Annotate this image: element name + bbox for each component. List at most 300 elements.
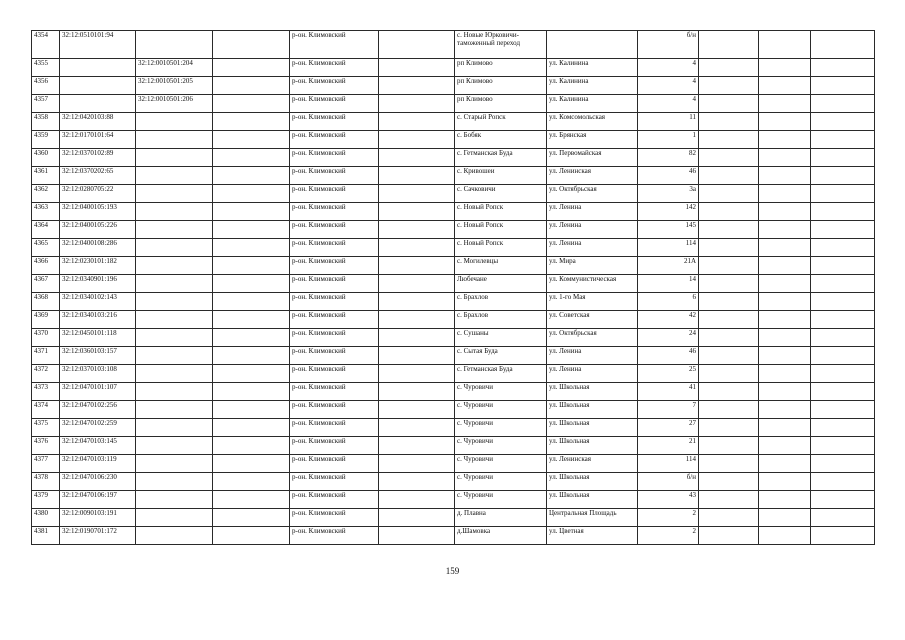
- cell-empty: [699, 347, 759, 365]
- cell-row-number: 4363: [32, 203, 60, 221]
- cell-cadastral-number: 32:12:0090103:191: [60, 509, 136, 527]
- cell-empty: [811, 329, 875, 347]
- cell-district: р-он. Климовский: [290, 491, 379, 509]
- cell-cadastral-number-alt: [136, 455, 213, 473]
- cell-house-number: 114: [638, 455, 699, 473]
- cell-locality: с. Чуровичи: [455, 455, 547, 473]
- table-row: [32, 257, 875, 275]
- cell-row-number: 4360: [32, 149, 60, 167]
- cell-row-number: 4358: [32, 113, 60, 131]
- cell-empty: [759, 185, 811, 203]
- cell-district: р-он. Климовский: [290, 203, 379, 221]
- cell-empty: [811, 59, 875, 77]
- table-row: [32, 365, 875, 383]
- cell-house-number: 142: [638, 203, 699, 221]
- cell-empty: [699, 293, 759, 311]
- cell-empty: [699, 185, 759, 203]
- cell-empty: [699, 527, 759, 545]
- cell-empty: [759, 59, 811, 77]
- cell-empty: [759, 131, 811, 149]
- cell-empty: [811, 527, 875, 545]
- cell-cadastral-number: 32:12:0400108:286: [60, 239, 136, 257]
- cell-cadastral-number: 32:12:0420103:88: [60, 113, 136, 131]
- cell-row-number: 4373: [32, 383, 60, 401]
- cell-locality: с. Новый Ропск: [455, 203, 547, 221]
- cell-district: р-он. Климовский: [290, 131, 379, 149]
- cell-cadastral-number: 32:12:0280705:22: [60, 185, 136, 203]
- cell-empty: [379, 491, 455, 509]
- cell-row-number: 4368: [32, 293, 60, 311]
- cell-locality: рп Климово: [455, 59, 547, 77]
- cell-empty: [699, 437, 759, 455]
- cell-locality: с. Старый Ропск: [455, 113, 547, 131]
- cell-cadastral-number-alt: [136, 167, 213, 185]
- cell-empty: [379, 31, 455, 59]
- cell-empty: [811, 275, 875, 293]
- cell-empty: [699, 365, 759, 383]
- cell-cadastral-number: 32:12:0470106:230: [60, 473, 136, 491]
- cell-empty: [379, 113, 455, 131]
- cell-cadastral-number-alt: [136, 383, 213, 401]
- cell-empty: [213, 149, 290, 167]
- cell-house-number: 145: [638, 221, 699, 239]
- cell-cadastral-number: 32:12:0450101:118: [60, 329, 136, 347]
- cell-street: ул. Школьная: [547, 419, 638, 437]
- cell-locality: с. Сачковичи: [455, 185, 547, 203]
- cell-cadastral-number-alt: [136, 419, 213, 437]
- cell-district: р-он. Климовский: [290, 473, 379, 491]
- cell-street: ул. Школьная: [547, 491, 638, 509]
- cell-cadastral-number: 32:12:0190701:172: [60, 527, 136, 545]
- cell-empty: [213, 311, 290, 329]
- cell-empty: [759, 455, 811, 473]
- cell-row-number: 4378: [32, 473, 60, 491]
- cell-empty: [699, 473, 759, 491]
- cell-row-number: 4380: [32, 509, 60, 527]
- cell-street: ул. 1-го Мая: [547, 293, 638, 311]
- cell-empty: [699, 329, 759, 347]
- cell-cadastral-number-alt: [136, 275, 213, 293]
- cell-empty: [379, 311, 455, 329]
- cell-district: р-он. Климовский: [290, 437, 379, 455]
- table-row: [32, 113, 875, 131]
- cell-cadastral-number-alt: [136, 293, 213, 311]
- cell-district: р-он. Климовский: [290, 95, 379, 113]
- table-row: [32, 419, 875, 437]
- cell-empty: [759, 419, 811, 437]
- cell-empty: [811, 455, 875, 473]
- cell-cadastral-number-alt: [136, 149, 213, 167]
- cell-empty: [213, 383, 290, 401]
- cell-cadastral-number: 32:12:0360103:157: [60, 347, 136, 365]
- cell-house-number: 82: [638, 149, 699, 167]
- cell-street: [547, 31, 638, 59]
- table-row: [32, 131, 875, 149]
- cell-empty: [699, 455, 759, 473]
- table-row: [32, 437, 875, 455]
- cell-house-number: 25: [638, 365, 699, 383]
- cell-house-number: 14: [638, 275, 699, 293]
- cell-empty: [213, 275, 290, 293]
- cell-empty: [699, 77, 759, 95]
- cell-row-number: 4354: [32, 31, 60, 59]
- cell-cadastral-number-alt: [136, 473, 213, 491]
- cell-empty: [759, 167, 811, 185]
- cell-street: ул. Калинина: [547, 77, 638, 95]
- cell-empty: [759, 293, 811, 311]
- cell-empty: [811, 473, 875, 491]
- cell-locality: с. Сушаны: [455, 329, 547, 347]
- cell-empty: [379, 347, 455, 365]
- cell-empty: [759, 329, 811, 347]
- cell-empty: [379, 149, 455, 167]
- cell-cadastral-number-alt: [136, 203, 213, 221]
- cell-empty: [699, 419, 759, 437]
- cell-locality: с. Чуровичи: [455, 437, 547, 455]
- cell-locality: с. Новые Юрковичи-таможенный переход: [455, 31, 547, 59]
- cell-locality: с. Бобяк: [455, 131, 547, 149]
- cell-row-number: 4366: [32, 257, 60, 275]
- cell-house-number: 4: [638, 59, 699, 77]
- cell-street: ул. Цветная: [547, 527, 638, 545]
- cell-locality: с. Чуровичи: [455, 491, 547, 509]
- cell-house-number: б/н: [638, 31, 699, 59]
- cell-row-number: 4367: [32, 275, 60, 293]
- cell-district: р-он. Климовский: [290, 329, 379, 347]
- cell-house-number: 43: [638, 491, 699, 509]
- cell-row-number: 4370: [32, 329, 60, 347]
- cell-empty: [379, 167, 455, 185]
- table-row: [32, 31, 875, 59]
- property-registry-table: [31, 30, 875, 545]
- table-row: [32, 383, 875, 401]
- cell-district: р-он. Климовский: [290, 275, 379, 293]
- cell-row-number: 4369: [32, 311, 60, 329]
- cell-cadastral-number: [60, 59, 136, 77]
- cell-cadastral-number-alt: [136, 113, 213, 131]
- cell-cadastral-number: 32:12:0470102:259: [60, 419, 136, 437]
- cell-house-number: 41: [638, 383, 699, 401]
- cell-empty: [759, 221, 811, 239]
- cell-empty: [213, 77, 290, 95]
- cell-row-number: 4365: [32, 239, 60, 257]
- cell-empty: [379, 509, 455, 527]
- cell-empty: [213, 185, 290, 203]
- cell-district: р-он. Климовский: [290, 221, 379, 239]
- cell-street: ул. Комсомольская: [547, 113, 638, 131]
- cell-locality: д. Плавна: [455, 509, 547, 527]
- cell-street: ул. Советская: [547, 311, 638, 329]
- cell-cadastral-number-alt: 32:12:0010501:206: [136, 95, 213, 113]
- cell-locality: с. Чуровичи: [455, 383, 547, 401]
- cell-empty: [213, 257, 290, 275]
- cell-cadastral-number: [60, 95, 136, 113]
- cell-empty: [379, 329, 455, 347]
- cell-district: р-он. Климовский: [290, 293, 379, 311]
- cell-cadastral-number-alt: [136, 365, 213, 383]
- cell-empty: [213, 491, 290, 509]
- cell-row-number: 4356: [32, 77, 60, 95]
- table-row: [32, 491, 875, 509]
- cell-locality: с. Сытая Буда: [455, 347, 547, 365]
- cell-empty: [811, 437, 875, 455]
- cell-house-number: 21: [638, 437, 699, 455]
- cell-empty: [379, 365, 455, 383]
- cell-empty: [811, 383, 875, 401]
- cell-empty: [759, 401, 811, 419]
- cell-empty: [699, 383, 759, 401]
- cell-empty: [811, 167, 875, 185]
- cell-district: р-он. Климовский: [290, 185, 379, 203]
- cell-house-number: 2: [638, 509, 699, 527]
- cell-empty: [379, 221, 455, 239]
- cell-empty: [699, 59, 759, 77]
- cell-empty: [759, 257, 811, 275]
- table-row: [32, 527, 875, 545]
- cell-empty: [811, 239, 875, 257]
- cell-empty: [213, 473, 290, 491]
- cell-empty: [213, 347, 290, 365]
- cell-house-number: 1: [638, 131, 699, 149]
- cell-street: ул. Ленинская: [547, 167, 638, 185]
- cell-locality: с. Чуровичи: [455, 401, 547, 419]
- cell-cadastral-number-alt: [136, 491, 213, 509]
- cell-locality: д.Шамовка: [455, 527, 547, 545]
- cell-house-number: 46: [638, 167, 699, 185]
- cell-row-number: 4377: [32, 455, 60, 473]
- cell-empty: [379, 293, 455, 311]
- cell-empty: [379, 455, 455, 473]
- cell-empty: [759, 275, 811, 293]
- cell-cadastral-number-alt: [136, 347, 213, 365]
- cell-cadastral-number-alt: [136, 509, 213, 527]
- cell-house-number: 114: [638, 239, 699, 257]
- cell-empty: [379, 437, 455, 455]
- cell-empty: [213, 419, 290, 437]
- cell-house-number: 3а: [638, 185, 699, 203]
- cell-empty: [811, 311, 875, 329]
- table-row: [32, 275, 875, 293]
- cell-district: р-он. Климовский: [290, 59, 379, 77]
- cell-empty: [379, 203, 455, 221]
- table-row: [32, 167, 875, 185]
- cell-empty: [759, 509, 811, 527]
- cell-cadastral-number: 32:12:0370102:89: [60, 149, 136, 167]
- cell-empty: [213, 59, 290, 77]
- cell-house-number: 42: [638, 311, 699, 329]
- table-row: [32, 473, 875, 491]
- cell-locality: с. Могилевцы: [455, 257, 547, 275]
- cell-street: ул. Калинина: [547, 59, 638, 77]
- cell-empty: [379, 527, 455, 545]
- cell-locality: с. Гетманская Буда: [455, 365, 547, 383]
- cell-street: ул. Мира: [547, 257, 638, 275]
- cell-street: ул. Школьная: [547, 401, 638, 419]
- cell-cadastral-number: 32:12:0340102:143: [60, 293, 136, 311]
- cell-cadastral-number: 32:12:0400105:193: [60, 203, 136, 221]
- cell-empty: [759, 473, 811, 491]
- cell-district: р-он. Климовский: [290, 311, 379, 329]
- cell-empty: [379, 473, 455, 491]
- cell-house-number: 24: [638, 329, 699, 347]
- cell-district: р-он. Климовский: [290, 77, 379, 95]
- cell-empty: [811, 203, 875, 221]
- cell-empty: [759, 113, 811, 131]
- cell-empty: [699, 95, 759, 113]
- cell-row-number: 4371: [32, 347, 60, 365]
- cell-empty: [699, 113, 759, 131]
- cell-cadastral-number-alt: [136, 329, 213, 347]
- cell-row-number: 4375: [32, 419, 60, 437]
- cell-locality: рп Климово: [455, 95, 547, 113]
- cell-empty: [699, 491, 759, 509]
- cell-empty: [811, 31, 875, 59]
- table-row: [32, 509, 875, 527]
- cell-cadastral-number-alt: [136, 257, 213, 275]
- cell-house-number: 4: [638, 95, 699, 113]
- cell-house-number: 7: [638, 401, 699, 419]
- cell-cadastral-number-alt: [136, 401, 213, 419]
- cell-locality: с. Чуровичи: [455, 419, 547, 437]
- cell-empty: [811, 149, 875, 167]
- cell-house-number: б/н: [638, 473, 699, 491]
- cell-cadastral-number-alt: [136, 31, 213, 59]
- cell-district: р-он. Климовский: [290, 527, 379, 545]
- registry-table-body: [32, 31, 875, 545]
- cell-cadastral-number-alt: [136, 239, 213, 257]
- table-row: [32, 239, 875, 257]
- cell-locality: с. Новый Ропск: [455, 221, 547, 239]
- cell-district: р-он. Климовский: [290, 365, 379, 383]
- cell-cadastral-number: 32:12:0470106:197: [60, 491, 136, 509]
- cell-cadastral-number-alt: [136, 185, 213, 203]
- cell-district: р-он. Климовский: [290, 239, 379, 257]
- cell-empty: [213, 113, 290, 131]
- cell-empty: [213, 437, 290, 455]
- cell-empty: [699, 401, 759, 419]
- cell-street: ул. Ленина: [547, 239, 638, 257]
- cell-street: ул. Октябрьская: [547, 329, 638, 347]
- cell-empty: [379, 257, 455, 275]
- cell-cadastral-number: 32:12:0470102:256: [60, 401, 136, 419]
- cell-cadastral-number-alt: [136, 131, 213, 149]
- table-row: [32, 455, 875, 473]
- cell-street: ул. Школьная: [547, 473, 638, 491]
- cell-empty: [759, 527, 811, 545]
- cell-cadastral-number: [60, 77, 136, 95]
- cell-district: р-он. Климовский: [290, 113, 379, 131]
- cell-street: Центральная Площадь: [547, 509, 638, 527]
- cell-empty: [699, 509, 759, 527]
- cell-row-number: 4374: [32, 401, 60, 419]
- cell-cadastral-number-alt: 32:12:0010501:204: [136, 59, 213, 77]
- cell-street: ул. Ленина: [547, 221, 638, 239]
- cell-empty: [759, 203, 811, 221]
- cell-empty: [699, 275, 759, 293]
- cell-district: р-он. Климовский: [290, 347, 379, 365]
- cell-street: ул. Брянская: [547, 131, 638, 149]
- cell-empty: [759, 95, 811, 113]
- cell-district: р-он. Климовский: [290, 401, 379, 419]
- cell-empty: [811, 131, 875, 149]
- cell-empty: [699, 131, 759, 149]
- table-row: [32, 221, 875, 239]
- cell-cadastral-number: 32:12:0340103:216: [60, 311, 136, 329]
- cell-locality: с. Брахлов: [455, 293, 547, 311]
- cell-empty: [379, 419, 455, 437]
- cell-empty: [759, 383, 811, 401]
- cell-empty: [759, 311, 811, 329]
- cell-empty: [759, 239, 811, 257]
- cell-row-number: 4364: [32, 221, 60, 239]
- table-row: [32, 347, 875, 365]
- cell-street: ул. Ленина: [547, 203, 638, 221]
- cell-empty: [213, 401, 290, 419]
- cell-empty: [811, 365, 875, 383]
- cell-locality: с. Брахлов: [455, 311, 547, 329]
- cell-empty: [379, 131, 455, 149]
- cell-empty: [379, 95, 455, 113]
- cell-house-number: 21А: [638, 257, 699, 275]
- cell-street: ул. Ленинская: [547, 455, 638, 473]
- cell-empty: [811, 419, 875, 437]
- table-row: [32, 401, 875, 419]
- cell-street: ул. Коммунистическая: [547, 275, 638, 293]
- cell-empty: [379, 239, 455, 257]
- cell-empty: [379, 401, 455, 419]
- table-row: [32, 59, 875, 77]
- cell-house-number: 6: [638, 293, 699, 311]
- cell-cadastral-number: 32:12:0400105:226: [60, 221, 136, 239]
- cell-cadastral-number: 32:12:0470103:119: [60, 455, 136, 473]
- cell-empty: [759, 149, 811, 167]
- cell-cadastral-number: 32:12:0470103:145: [60, 437, 136, 455]
- cell-cadastral-number: 32:12:0230101:182: [60, 257, 136, 275]
- cell-empty: [759, 491, 811, 509]
- cell-cadastral-number: 32:12:0510101:94: [60, 31, 136, 59]
- cell-empty: [759, 77, 811, 95]
- cell-empty: [379, 275, 455, 293]
- cell-cadastral-number-alt: [136, 527, 213, 545]
- cell-house-number: 46: [638, 347, 699, 365]
- cell-empty: [811, 491, 875, 509]
- cell-row-number: 4362: [32, 185, 60, 203]
- cell-house-number: 27: [638, 419, 699, 437]
- cell-cadastral-number-alt: 32:12:0010501:205: [136, 77, 213, 95]
- cell-street: ул. Октябрьская: [547, 185, 638, 203]
- cell-empty: [759, 347, 811, 365]
- page-number: 159: [445, 566, 460, 576]
- cell-district: р-он. Климовский: [290, 455, 379, 473]
- cell-empty: [213, 167, 290, 185]
- cell-empty: [699, 149, 759, 167]
- cell-empty: [379, 59, 455, 77]
- cell-street: ул. Калинина: [547, 95, 638, 113]
- cell-row-number: 4359: [32, 131, 60, 149]
- cell-empty: [213, 131, 290, 149]
- table-row: [32, 185, 875, 203]
- cell-locality: с. Новый Ропск: [455, 239, 547, 257]
- cell-empty: [213, 329, 290, 347]
- cell-empty: [379, 383, 455, 401]
- cell-empty: [379, 185, 455, 203]
- cell-cadastral-number: 32:12:0170101:64: [60, 131, 136, 149]
- cell-empty: [213, 31, 290, 59]
- cell-empty: [759, 365, 811, 383]
- cell-cadastral-number: 32:12:0370202:65: [60, 167, 136, 185]
- cell-empty: [213, 509, 290, 527]
- cell-empty: [699, 167, 759, 185]
